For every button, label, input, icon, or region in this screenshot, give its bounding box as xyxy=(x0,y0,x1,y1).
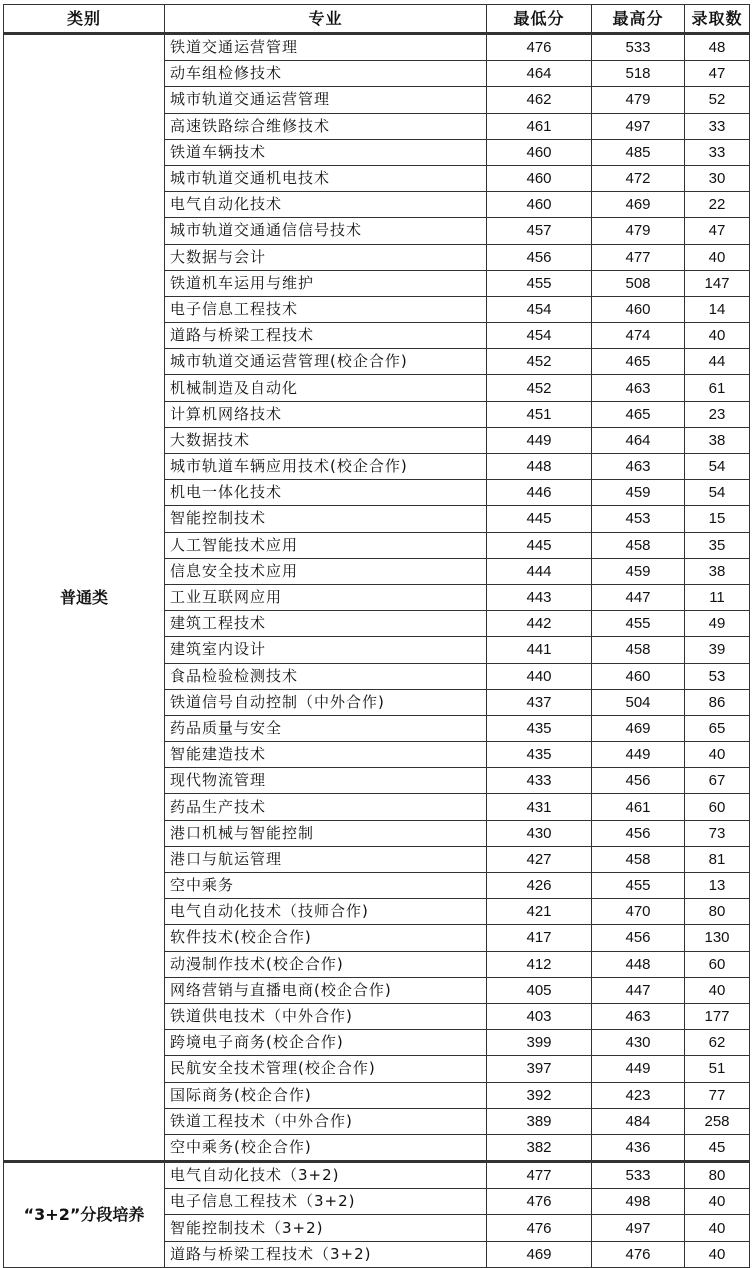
major-cell: 智能控制技术 xyxy=(165,506,487,532)
max-score-cell: 460 xyxy=(592,296,685,322)
admitted-count-cell: 77 xyxy=(685,1082,750,1108)
admitted-count-cell: 40 xyxy=(685,244,750,270)
major-cell: 电气自动化技术（技师合作) xyxy=(165,899,487,925)
admitted-count-cell: 80 xyxy=(685,1162,750,1189)
max-score-cell: 456 xyxy=(592,820,685,846)
max-score-cell: 458 xyxy=(592,637,685,663)
admitted-count-cell: 40 xyxy=(685,742,750,768)
min-score-cell: 427 xyxy=(487,846,592,872)
admitted-count-cell: 65 xyxy=(685,715,750,741)
admitted-count-cell: 67 xyxy=(685,768,750,794)
max-score-cell: 463 xyxy=(592,375,685,401)
max-score-cell: 504 xyxy=(592,689,685,715)
min-score-cell: 476 xyxy=(487,1215,592,1241)
major-cell: 高速铁路综合维修技术 xyxy=(165,113,487,139)
major-cell: 铁道供电技术（中外合作) xyxy=(165,1003,487,1029)
max-score-cell: 448 xyxy=(592,951,685,977)
admitted-count-cell: 86 xyxy=(685,689,750,715)
max-score-cell: 498 xyxy=(592,1189,685,1215)
min-score-cell: 469 xyxy=(487,1241,592,1267)
max-score-cell: 533 xyxy=(592,1162,685,1189)
min-score-cell: 433 xyxy=(487,768,592,794)
min-score-cell: 452 xyxy=(487,349,592,375)
min-score-cell: 435 xyxy=(487,742,592,768)
major-cell: 建筑室内设计 xyxy=(165,637,487,663)
admitted-count-cell: 54 xyxy=(685,454,750,480)
max-score-cell: 485 xyxy=(592,139,685,165)
min-score-cell: 457 xyxy=(487,218,592,244)
major-cell: 信息安全技术应用 xyxy=(165,558,487,584)
major-cell: 国际商务(校企合作) xyxy=(165,1082,487,1108)
major-cell: 城市轨道车辆应用技术(校企合作) xyxy=(165,454,487,480)
major-cell: 城市轨道交通运营管理(校企合作) xyxy=(165,349,487,375)
admitted-count-cell: 22 xyxy=(685,192,750,218)
admitted-count-cell: 52 xyxy=(685,87,750,113)
max-score-cell: 423 xyxy=(592,1082,685,1108)
major-cell: 道路与桥梁工程技术（3+2) xyxy=(165,1241,487,1267)
admitted-count-cell: 130 xyxy=(685,925,750,951)
admitted-count-cell: 38 xyxy=(685,427,750,453)
max-score-cell: 455 xyxy=(592,873,685,899)
min-score-cell: 412 xyxy=(487,951,592,977)
admitted-count-cell: 81 xyxy=(685,846,750,872)
min-score-cell: 392 xyxy=(487,1082,592,1108)
header-admitted-count: 录取数 xyxy=(685,5,750,34)
max-score-cell: 456 xyxy=(592,768,685,794)
admitted-count-cell: 53 xyxy=(685,663,750,689)
admitted-count-cell: 40 xyxy=(685,323,750,349)
major-cell: 城市轨道交通通信信号技术 xyxy=(165,218,487,244)
admitted-count-cell: 38 xyxy=(685,558,750,584)
max-score-cell: 477 xyxy=(592,244,685,270)
admitted-count-cell: 15 xyxy=(685,506,750,532)
table-row xyxy=(4,1162,750,1189)
major-cell: 软件技术(校企合作) xyxy=(165,925,487,951)
max-score-cell: 469 xyxy=(592,192,685,218)
major-cell: 计算机网络技术 xyxy=(165,401,487,427)
major-cell: 动漫制作技术(校企合作) xyxy=(165,951,487,977)
table-header-row xyxy=(4,5,750,34)
min-score-cell: 461 xyxy=(487,113,592,139)
admitted-count-cell: 40 xyxy=(685,1241,750,1267)
max-score-cell: 458 xyxy=(592,532,685,558)
min-score-cell: 443 xyxy=(487,584,592,610)
max-score-cell: 533 xyxy=(592,34,685,61)
table-row xyxy=(4,34,750,61)
min-score-cell: 456 xyxy=(487,244,592,270)
major-cell: 城市轨道交通运营管理 xyxy=(165,87,487,113)
min-score-cell: 430 xyxy=(487,820,592,846)
admitted-count-cell: 60 xyxy=(685,951,750,977)
major-cell: 电子信息工程技术 xyxy=(165,296,487,322)
max-score-cell: 479 xyxy=(592,87,685,113)
admitted-count-cell: 23 xyxy=(685,401,750,427)
major-cell: 动车组检修技术 xyxy=(165,61,487,87)
major-cell: 食品检验检测技术 xyxy=(165,663,487,689)
admitted-count-cell: 73 xyxy=(685,820,750,846)
admitted-count-cell: 62 xyxy=(685,1030,750,1056)
major-cell: 跨境电子商务(校企合作) xyxy=(165,1030,487,1056)
min-score-cell: 477 xyxy=(487,1162,592,1189)
major-cell: 网络营销与直播电商(校企合作) xyxy=(165,977,487,1003)
max-score-cell: 470 xyxy=(592,899,685,925)
min-score-cell: 449 xyxy=(487,427,592,453)
major-cell: 铁道机车运用与维护 xyxy=(165,270,487,296)
min-score-cell: 460 xyxy=(487,139,592,165)
major-cell: 智能控制技术（3+2) xyxy=(165,1215,487,1241)
header-category: 类别 xyxy=(4,5,165,34)
min-score-cell: 476 xyxy=(487,34,592,61)
admitted-count-cell: 61 xyxy=(685,375,750,401)
major-cell: 港口机械与智能控制 xyxy=(165,820,487,846)
major-cell: 药品质量与安全 xyxy=(165,715,487,741)
major-cell: 电气自动化技术（3+2) xyxy=(165,1162,487,1189)
max-score-cell: 497 xyxy=(592,113,685,139)
major-cell: 工业互联网应用 xyxy=(165,584,487,610)
min-score-cell: 452 xyxy=(487,375,592,401)
admitted-count-cell: 35 xyxy=(685,532,750,558)
admitted-count-cell: 39 xyxy=(685,637,750,663)
admitted-count-cell: 54 xyxy=(685,480,750,506)
max-score-cell: 461 xyxy=(592,794,685,820)
min-score-cell: 435 xyxy=(487,715,592,741)
admitted-count-cell: 40 xyxy=(685,1215,750,1241)
min-score-cell: 403 xyxy=(487,1003,592,1029)
admitted-count-cell: 60 xyxy=(685,794,750,820)
max-score-cell: 459 xyxy=(592,480,685,506)
admission-score-table xyxy=(3,4,750,1268)
admitted-count-cell: 33 xyxy=(685,139,750,165)
min-score-cell: 454 xyxy=(487,296,592,322)
min-score-cell: 445 xyxy=(487,532,592,558)
max-score-cell: 458 xyxy=(592,846,685,872)
min-score-cell: 455 xyxy=(487,270,592,296)
admitted-count-cell: 40 xyxy=(685,1189,750,1215)
max-score-cell: 436 xyxy=(592,1134,685,1161)
min-score-cell: 399 xyxy=(487,1030,592,1056)
max-score-cell: 463 xyxy=(592,1003,685,1029)
min-score-cell: 437 xyxy=(487,689,592,715)
admitted-count-cell: 47 xyxy=(685,218,750,244)
major-cell: 电子信息工程技术（3+2) xyxy=(165,1189,487,1215)
min-score-cell: 417 xyxy=(487,925,592,951)
min-score-cell: 454 xyxy=(487,323,592,349)
max-score-cell: 447 xyxy=(592,977,685,1003)
major-cell: 铁道交通运营管理 xyxy=(165,34,487,61)
major-cell: 人工智能技术应用 xyxy=(165,532,487,558)
admitted-count-cell: 40 xyxy=(685,977,750,1003)
max-score-cell: 464 xyxy=(592,427,685,453)
admitted-count-cell: 48 xyxy=(685,34,750,61)
min-score-cell: 476 xyxy=(487,1189,592,1215)
admitted-count-cell: 33 xyxy=(685,113,750,139)
admitted-count-cell: 147 xyxy=(685,270,750,296)
admitted-count-cell: 258 xyxy=(685,1108,750,1134)
max-score-cell: 469 xyxy=(592,715,685,741)
max-score-cell: 453 xyxy=(592,506,685,532)
admitted-count-cell: 44 xyxy=(685,349,750,375)
max-score-cell: 463 xyxy=(592,454,685,480)
major-cell: 机电一体化技术 xyxy=(165,480,487,506)
header-max-score: 最高分 xyxy=(592,5,685,34)
min-score-cell: 431 xyxy=(487,794,592,820)
min-score-cell: 448 xyxy=(487,454,592,480)
major-cell: 铁道信号自动控制（中外合作) xyxy=(165,689,487,715)
max-score-cell: 518 xyxy=(592,61,685,87)
major-cell: 港口与航运管理 xyxy=(165,846,487,872)
min-score-cell: 405 xyxy=(487,977,592,1003)
major-cell: 民航安全技术管理(校企合作) xyxy=(165,1056,487,1082)
max-score-cell: 447 xyxy=(592,584,685,610)
max-score-cell: 476 xyxy=(592,1241,685,1267)
admitted-count-cell: 177 xyxy=(685,1003,750,1029)
min-score-cell: 464 xyxy=(487,61,592,87)
major-cell: 大数据技术 xyxy=(165,427,487,453)
max-score-cell: 465 xyxy=(592,401,685,427)
min-score-cell: 462 xyxy=(487,87,592,113)
max-score-cell: 449 xyxy=(592,742,685,768)
min-score-cell: 442 xyxy=(487,611,592,637)
max-score-cell: 449 xyxy=(592,1056,685,1082)
major-cell: 铁道工程技术（中外合作) xyxy=(165,1108,487,1134)
min-score-cell: 451 xyxy=(487,401,592,427)
major-cell: 机械制造及自动化 xyxy=(165,375,487,401)
major-cell: 空中乘务(校企合作) xyxy=(165,1134,487,1161)
admitted-count-cell: 49 xyxy=(685,611,750,637)
max-score-cell: 497 xyxy=(592,1215,685,1241)
max-score-cell: 456 xyxy=(592,925,685,951)
min-score-cell: 445 xyxy=(487,506,592,532)
max-score-cell: 430 xyxy=(592,1030,685,1056)
major-cell: 电气自动化技术 xyxy=(165,192,487,218)
min-score-cell: 426 xyxy=(487,873,592,899)
max-score-cell: 465 xyxy=(592,349,685,375)
min-score-cell: 397 xyxy=(487,1056,592,1082)
major-cell: 药品生产技术 xyxy=(165,794,487,820)
min-score-cell: 389 xyxy=(487,1108,592,1134)
major-cell: 道路与桥梁工程技术 xyxy=(165,323,487,349)
max-score-cell: 474 xyxy=(592,323,685,349)
major-cell: 现代物流管理 xyxy=(165,768,487,794)
table-body xyxy=(4,34,750,1268)
major-cell: 铁道车辆技术 xyxy=(165,139,487,165)
admitted-count-cell: 45 xyxy=(685,1134,750,1161)
min-score-cell: 444 xyxy=(487,558,592,584)
min-score-cell: 440 xyxy=(487,663,592,689)
header-major: 专业 xyxy=(165,5,487,34)
min-score-cell: 382 xyxy=(487,1134,592,1161)
min-score-cell: 460 xyxy=(487,165,592,191)
major-cell: 城市轨道交通机电技术 xyxy=(165,165,487,191)
category-cell: 普通类 xyxy=(4,34,165,1162)
min-score-cell: 460 xyxy=(487,192,592,218)
admitted-count-cell: 14 xyxy=(685,296,750,322)
major-cell: 建筑工程技术 xyxy=(165,611,487,637)
max-score-cell: 459 xyxy=(592,558,685,584)
max-score-cell: 455 xyxy=(592,611,685,637)
admitted-count-cell: 30 xyxy=(685,165,750,191)
major-cell: 智能建造技术 xyxy=(165,742,487,768)
major-cell: 大数据与会计 xyxy=(165,244,487,270)
admitted-count-cell: 47 xyxy=(685,61,750,87)
min-score-cell: 446 xyxy=(487,480,592,506)
category-cell: “3+2”分段培养 xyxy=(4,1162,165,1268)
admitted-count-cell: 51 xyxy=(685,1056,750,1082)
max-score-cell: 472 xyxy=(592,165,685,191)
max-score-cell: 479 xyxy=(592,218,685,244)
max-score-cell: 508 xyxy=(592,270,685,296)
max-score-cell: 484 xyxy=(592,1108,685,1134)
min-score-cell: 421 xyxy=(487,899,592,925)
max-score-cell: 460 xyxy=(592,663,685,689)
major-cell: 空中乘务 xyxy=(165,873,487,899)
header-min-score: 最低分 xyxy=(487,5,592,34)
admitted-count-cell: 13 xyxy=(685,873,750,899)
min-score-cell: 441 xyxy=(487,637,592,663)
admitted-count-cell: 80 xyxy=(685,899,750,925)
admitted-count-cell: 11 xyxy=(685,584,750,610)
